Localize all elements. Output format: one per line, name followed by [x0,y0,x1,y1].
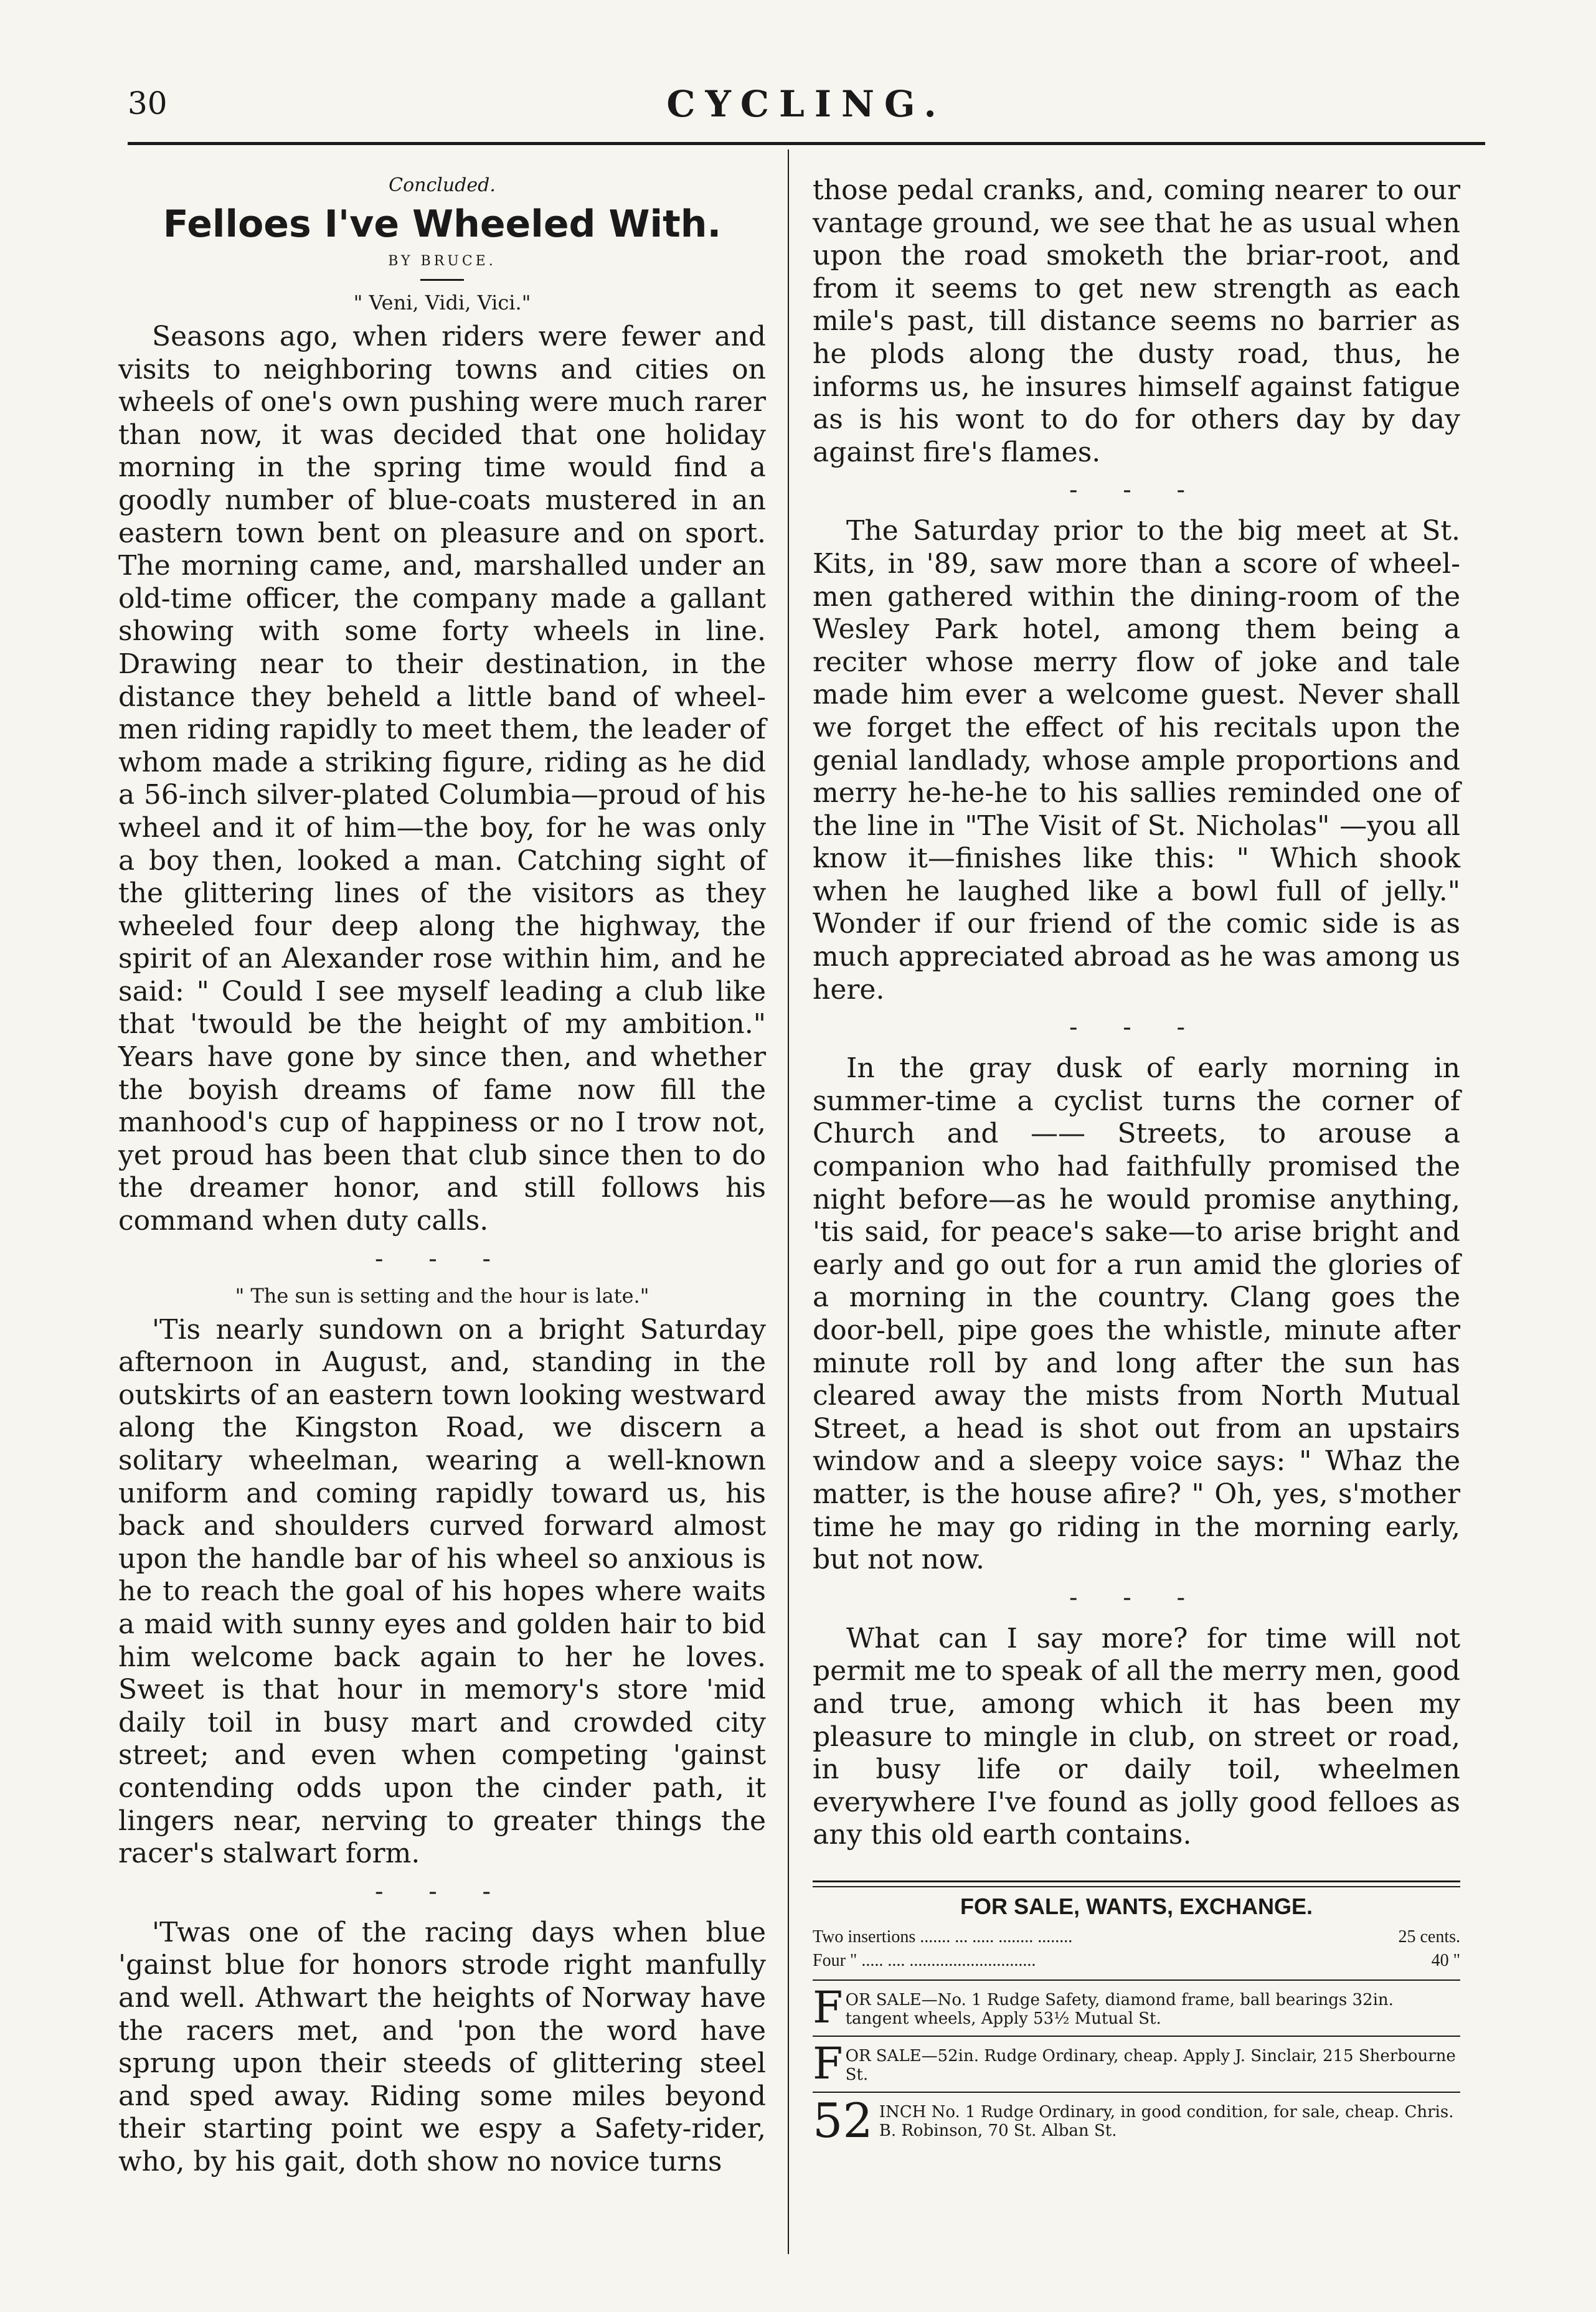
motto-veni: " Veni, Vidi, Vici." [353,291,531,314]
classified-rule [813,1979,1460,1981]
classified-heading: FOR SALE, WANTS, EXCHANGE. [960,1894,1313,1919]
section-separator: - - - [375,1244,509,1273]
classified-top-rule-thin [813,1886,1460,1887]
rate-row [813,1927,1460,1947]
paragraph-racing-days: 'Twas one of the racing days when blue 'gainst blue for honors strode right manfully and well. Athwart the heights of Norway have the racers met, and 'pon the word have sprung upon their steeds of glittering steel and sped away. Riding some miles beyond their starting point we espy a Safety-rider, who, by his gait, doth show no novice turns [118,1916,766,2178]
classified-ad [813,2038,1460,2089]
column-divider [788,149,789,2254]
page-number: 30 [128,85,168,121]
classified-ad [813,2093,1460,2148]
rate-label: Four " ..... .... ............................. [813,1951,1036,1970]
page-header [128,78,1485,140]
ad-initial: F [813,1982,843,2033]
rate-label: Two insertions ....... ... ..... ........ ........ [813,1927,1073,1946]
paragraph-seasons-ago: Seasons ago, when riders were fewer and visits to neighboring towns and cities on wheels of one's own pushing were much rarer than now, it was decided that one holiday morning in the spring time would find a goodly number of blue-coats mustered in an eastern town bent on pleasure and on sport. The morning came, and, marshalled under an old-time officer, the company made a gallant showing with some forty wheels in line. Drawing near to their destination, in the distance they beheld a little band of wheel-men riding rapidly to meet them, the leader of whom made a striking figure, riding as he did a 56-inch silver-plated Columbia—proud of his wheel and it of him—the boy, for he was only a boy then, looked a man. Catching sight of the glittering lines of the visitors as they wheeled four deep along the highway, the spirit of an Alexander rose within him, and he said: " Could I see myself leading a club like that 'twould be the height of my ambition." Years have gone by since then, and whether the boyish dreams of fame now fill the manhood's cup of happiness or no I trow not, yet proud has been that club since then to do the dreamer honor, and still follows his command when duty calls. [118,321,766,1237]
ad-text: INCH No. 1 Rudge Ordinary, in good condition, for sale, cheap. Chris. B. Robinson, 70 St. Alban St. [879,2103,1454,2140]
header-rule [128,142,1485,145]
section-separator: - - - [1069,1013,1204,1042]
classified-section [813,1880,1460,2149]
rate-value: 25 cents. [1398,1927,1460,1946]
article-title: Felloes I've Wheeled With. [163,202,722,246]
masthead: CYCLING. [666,83,947,125]
paragraph-pedal-cranks: those pedal cranks, and, coming nearer to our vantage ground, we see that he as usual when upon the road smoketh the briar-root, and from it seems to get new strength as each mile's past, till distance seems no barrier as he plods along the dusty road, thus, he informs us, he insures himself against fatigue as is his wont to do for others day by day against fire's flames. [813,174,1460,468]
motto-sun-setting: " The sun is setting and the hour is late." [235,1283,649,1308]
rate-value: 40 " [1431,1951,1460,1970]
ad-initial: F [813,2038,843,2089]
left-column [118,174,766,2178]
classified-ad [813,1982,1460,2033]
concluded-note: Concluded. [389,174,496,196]
byline: BY BRUCE. [388,253,496,269]
ad-text: OR SALE—52in. Rudge Ordinary, cheap. Apply J. Sinclair, 215 Sherbourne St. [845,2047,1456,2084]
ad-text: OR SALE—No. 1 Rudge Safety, diamond frame, ball bearings 32in. tangent wheels, Apply 53½ Mutual St. [845,1991,1394,2028]
classified-top-rule [813,1880,1460,1882]
right-column [813,174,1460,1852]
title-rule [420,279,464,281]
classified-rule [813,2036,1460,2037]
classified-rule [813,2092,1460,2093]
section-separator: - - - [1069,1583,1204,1612]
rate-row [813,1951,1460,1971]
ad-number: 52 [813,2093,873,2148]
section-separator: - - - [375,1877,509,1906]
paragraph-what-more: What can I say more? for time will not permit me to speak of all the merry men, good and true, among which it has been my pleasure to mingle in club, on street or road, in busy life or daily toil, wheelmen everywhere I've found as jolly good felloes as any this old earth contains. [813,1622,1460,1851]
paragraph-saturday-prior: The Saturday prior to the big meet at St. Kits, in '89, saw more than a score of wheel-men gathered within the dining-room of the Wesley Park hotel, among them being a reciter whose merry flow of joke and tale made him ever a welcome guest. Never shall we forget the effect of his recitals upon the genial landlady, whose ample proportions and merry he-he-he to his sallies reminded one of the line in "The Visit of St. Nicholas" —you all know it—finishes like this: " Which shook when he laughed like a bowl full of jelly." Wonder if our friend of the comic side is as much appreciated abroad as he was among us here. [813,515,1460,1006]
section-separator: - - - [1069,476,1204,505]
paragraph-sundown: 'Tis nearly sundown on a bright Saturday afternoon in August, and, standing in the outskirts of an eastern town looking westward along the Kingston Road, we discern a solitary wheelman, wearing a well-known uniform and coming rapidly toward us, his back and shoulders curved forward almost upon the handle bar of his wheel so anxious is he to reach the goal of his hopes where waits a maid with sunny eyes and golden hair to bid him welcome back again to her he loves. Sweet is that hour in memory's store 'mid daily toil in busy mart and crowded city street; and even when competing 'gainst contending odds upon the cinder path, it lingers near, nerving to greater things the racer's stalwart form. [118,1313,766,1870]
paragraph-gray-dusk: In the gray dusk of early morning in summer-time a cyclist turns the corner of Church and —— Streets, to arouse a companion who had faithfully promised the night before—as he would promise anything, 'tis said, for peace's sake—to arise bright and early and go out for a run amid the glories of a morning in the country. Clang goes the door-bell, pipe goes the whistle, minute after minute roll by and long after the sun has cleared away the mists from North Mutual Street, a head is shot out from an upstairs window and a sleepy voice says: " Whaz the matter, is the house afire? " Oh, yes, s'mother time he may go riding in the morning early, but not now. [813,1052,1460,1576]
